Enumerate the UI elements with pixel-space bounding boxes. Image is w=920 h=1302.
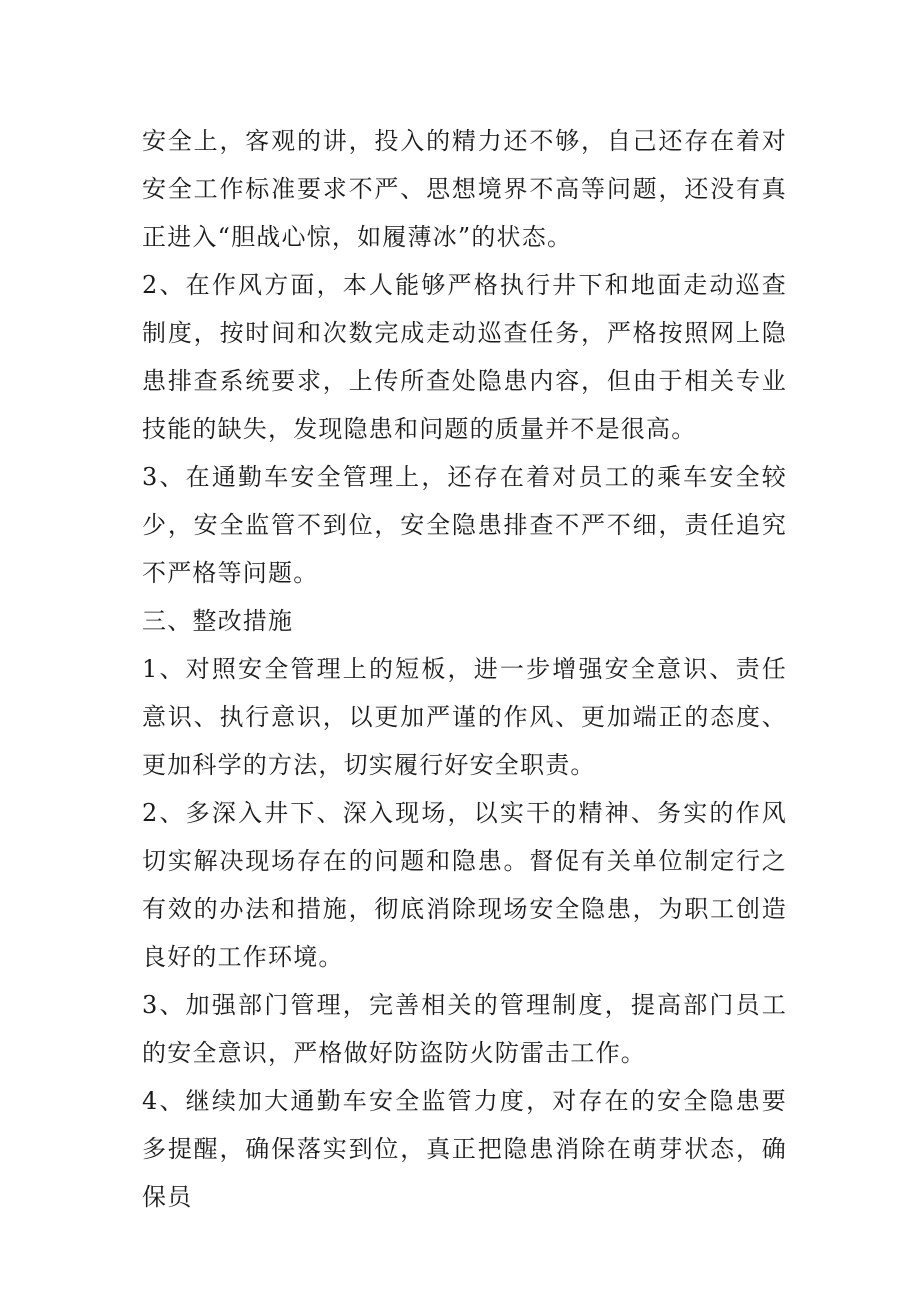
paragraph-measure-2: 2、多深入井下、深入现场，以实干的精神、务实的作风切实解决现场存在的问题和隐患。督促有关单位制定行之有效的办法和措施，彻底消除现场安全隐患，为职工创造良好的工作环境。 [142,799,787,971]
paragraph-measure-3: 3、加强部门管理，完善相关的管理制度，提高部门员工的安全意识，严格做好防盗防火防雷击工作。 [142,991,787,1067]
paragraph-commuter-bus: 3、在通勤车安全管理上，还存在着对员工的乘车安全较少，安全监管不到位，安全隐患排查不严不细，责任追究不严格等问题。 [142,463,787,587]
paragraph-safety-awareness: 安全上，客观的讲，投入的精力还不够，自己还存在着对安全工作标准要求不严、思想境界不高等问题，还没有真正进入“胆战心惊，如履薄冰”的状态。 [142,127,787,251]
section-heading-rectification: 三、整改措施 [142,607,294,635]
paragraph-measure-1: 1、对照安全管理上的短板，进一步增强安全意识、责任意识、执行意识，以更加严谨的作风、更加端正的态度、更加科学的方法，切实履行好安全职责。 [142,655,787,779]
paragraph-measure-4: 4、继续加大通勤车安全监管力度，对存在的安全隐患要多提醒，确保落实到位，真正把隐患消除在萌芽状态，确保员 [142,1087,787,1211]
paragraph-work-style: 2、在作风方面，本人能够严格执行井下和地面走动巡查制度，按时间和次数完成走动巡查任务，严格按照网上隐患排查系统要求，上传所查处隐患内容，但由于相关专业技能的缺失，发现隐患和问题的质量并不是很高。 [142,271,787,443]
document-body [142,117,787,1221]
